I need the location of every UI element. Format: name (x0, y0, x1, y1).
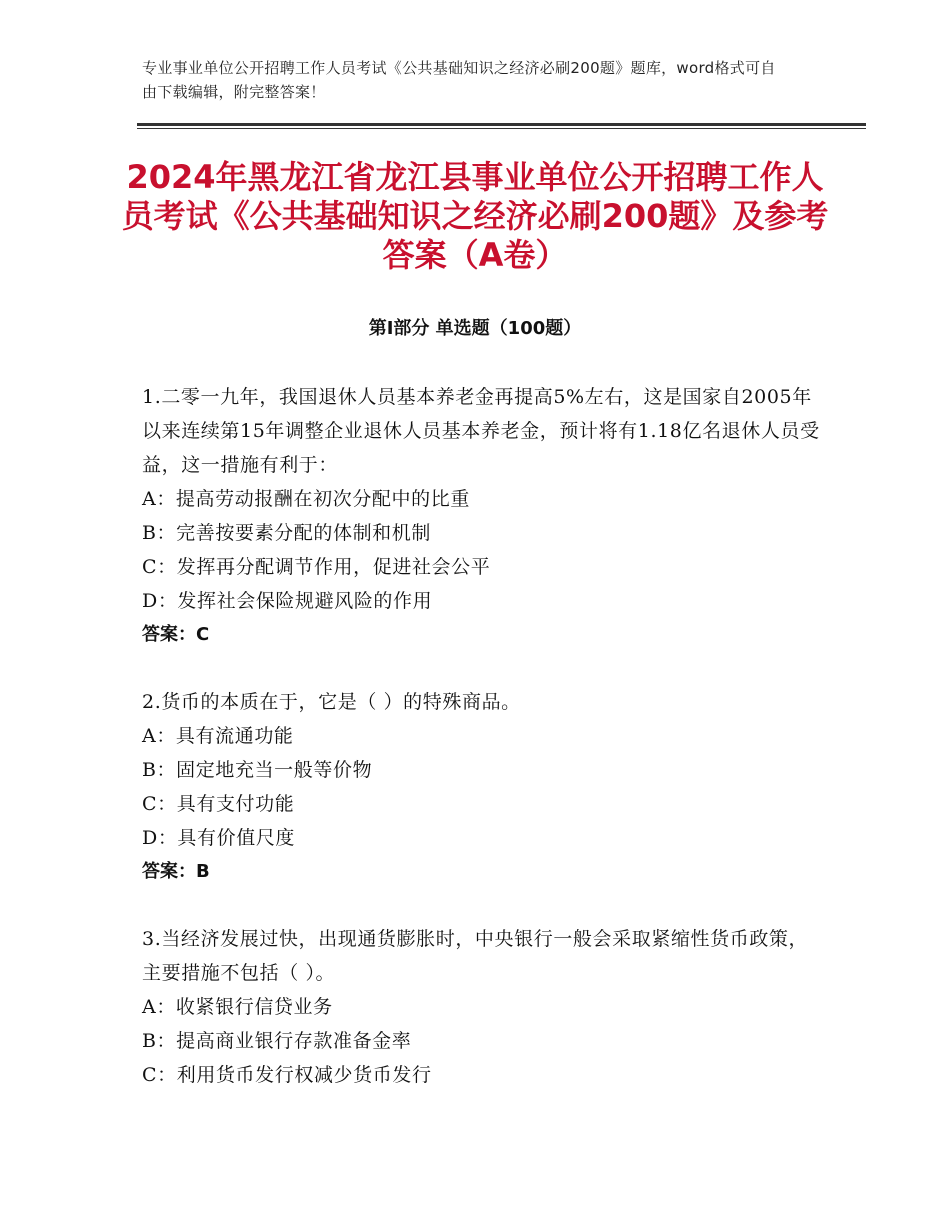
option-b: B：固定地充当一般等价物 (142, 759, 373, 781)
section-title: 第Ⅰ部分 单选题（100题） (368, 318, 582, 339)
option-b: B：完善按要素分配的体制和机制 (142, 522, 431, 544)
option-a: A：收紧银行信贷业务 (142, 996, 333, 1018)
question-stem: 1.二零一九年，我国退休人员基本养老金再提高5%左右，这是国家自2005年以来连续第15年调整企业退休人员基本养老金，预计将有1.18亿名退休人员受益，这一措施有利于： (142, 386, 820, 476)
question-2 (142, 685, 822, 889)
option-a: A：具有流通功能 (142, 725, 294, 747)
option-d: D：具有价值尺度 (142, 827, 296, 849)
question-list (142, 380, 822, 1125)
header-rule-thin (137, 128, 866, 129)
option-c: C：利用货币发行权减少货币发行 (142, 1064, 432, 1086)
answer: 答案：B (142, 861, 210, 882)
option-a: A：提高劳动报酬在初次分配中的比重 (142, 488, 470, 510)
header-rule-thick (137, 123, 866, 126)
question-3 (142, 922, 822, 1092)
question-stem: 3.当经济发展过快，出现通货膨胀时，中央银行一般会采取紧缩性货币政策，主要措施不包括（ ）。 (142, 928, 809, 984)
document-title: 2024年黑龙江省龙江县事业单位公开招聘工作人员考试《公共基础知识之经济必刷200题》及参考答案（A卷） (121, 158, 829, 274)
option-c: C：发挥再分配调节作用，促进社会公平 (142, 556, 491, 578)
option-b: B：提高商业银行存款准备金率 (142, 1030, 412, 1052)
question-stem: 2.货币的本质在于，它是（ ）的特殊商品。 (142, 691, 521, 713)
header-note: 专业事业单位公开招聘工作人员考试《公共基础知识之经济必刷200题》题库，word格式可自由下载编辑，附完整答案！ (142, 59, 776, 101)
option-d: D：发挥社会保险规避风险的作用 (142, 590, 433, 612)
question-1 (142, 380, 822, 652)
answer: 答案：C (142, 624, 210, 645)
option-c: C：具有支付功能 (142, 793, 295, 815)
